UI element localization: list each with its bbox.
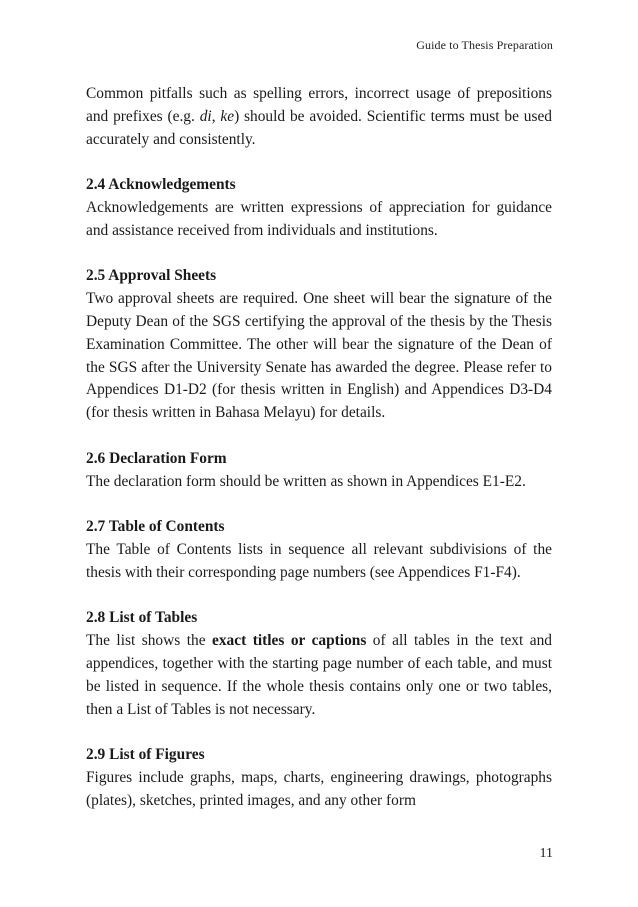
section-body: The Table of Contents lists in sequence all relevant subdivisions of the thesis with their corresponding page numbers (see Appendices F1-F4). <box>86 540 552 581</box>
section-approval-sheets <box>86 265 552 425</box>
section-heading: 2.9 List of Figures <box>86 746 205 764</box>
section-body: Two approval sheets are required. One sheet will bear the signature of the Deputy Dean of the SGS certifying the approval of the thesis by the Thesis Examination Committee. The other will bear the signature of the Dean of the SGS after the University Senate has awarded the degree. Please refer to Appendices D1-D2 (for thesis written in English) and Appendices D3-D4 (for thesis written in Bahasa Melayu) for details. <box>86 290 552 422</box>
intro-text-a: Common pitfalls such as spelling errors, incorrect usage of prepositions and prefixes (e.g. <box>86 85 552 125</box>
intro-text-b: ) should be avoided. Scientific terms must be used accurately and consistently. <box>86 107 552 148</box>
intro-paragraph <box>86 83 552 151</box>
body-text-a: The list shows the <box>86 632 213 650</box>
section-heading: 2.5 Approval Sheets <box>86 267 217 285</box>
body-emphasis: exact titles or captions <box>212 632 367 650</box>
section-table-of-contents <box>86 516 552 584</box>
section-heading: 2.8 List of Tables <box>86 609 198 627</box>
section-heading: 2.7 Table of Contents <box>86 518 225 536</box>
running-header: Guide to Thesis Preparation <box>416 38 553 52</box>
section-body <box>86 630 552 721</box>
section-body: Acknowledgements are written expressions of appreciation for guidance and assistance received from individuals and institutions. <box>86 198 552 239</box>
section-body: Figures include graphs, maps, charts, engineering drawings, photographs (plates), sketches, printed images, and any other form <box>86 768 552 809</box>
section-heading: 2.6 Declaration Form <box>86 449 227 467</box>
intro-comma: , <box>211 107 221 125</box>
section-list-of-tables <box>86 607 552 721</box>
page-number: 11 <box>539 846 553 861</box>
intro-example-ke: ke <box>220 107 235 125</box>
section-body: The declaration form should be written as shown in Appendices E1-E2. <box>86 472 526 490</box>
page-body <box>86 83 552 813</box>
section-acknowledgements <box>86 174 552 242</box>
body-text-b: of all tables in the text and appendices, together with the starting page number of each table, and must be listed in sequence. If the whole thesis contains only one or two tables, then a List of Tables is not necessary. <box>86 632 552 718</box>
section-declaration-form <box>86 448 552 494</box>
section-heading: 2.4 Acknowledgements <box>86 176 236 194</box>
section-list-of-figures <box>86 744 552 812</box>
intro-example-di: di <box>199 107 212 125</box>
